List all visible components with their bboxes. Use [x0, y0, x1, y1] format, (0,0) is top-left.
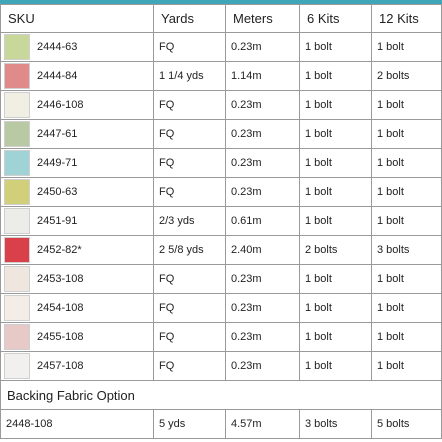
sku-text: 2444-84 [37, 70, 78, 82]
fabric-swatch-image [4, 179, 30, 205]
backing-12-kits: 5 bolts [372, 410, 442, 439]
twelve-kits-cell: 1 bolt [372, 207, 442, 236]
fabric-swatch-image [4, 63, 30, 89]
twelve-kits-cell: 1 bolt [372, 120, 442, 149]
backing-section-row [1, 381, 442, 410]
yards-cell: 2/3 yds [154, 207, 226, 236]
sku-text: 2444-63 [37, 41, 78, 53]
table-row [1, 352, 442, 381]
meters-cell: 0.23m [226, 178, 300, 207]
six-kits-cell: 1 bolt [300, 178, 372, 207]
sku-cell [1, 323, 154, 352]
table-row [1, 33, 442, 62]
fabric-swatch-image [4, 150, 30, 176]
backing-sku: 2448-108 [1, 410, 154, 439]
sku-text: 2450-63 [37, 186, 78, 198]
sku-text: 2447-61 [37, 128, 78, 140]
sku-text: 2453-108 [37, 273, 84, 285]
table-row [1, 91, 442, 120]
yards-cell: FQ [154, 91, 226, 120]
table-row [1, 120, 442, 149]
yards-cell: FQ [154, 323, 226, 352]
backing-yards: 5 yds [154, 410, 226, 439]
sku-text: 2455-108 [37, 331, 84, 343]
backing-6-kits: 3 bolts [300, 410, 372, 439]
yards-cell: 1 1/4 yds [154, 62, 226, 91]
twelve-kits-cell: 1 bolt [372, 323, 442, 352]
meters-cell: 0.23m [226, 120, 300, 149]
backing-row [1, 410, 442, 439]
meters-cell: 2.40m [226, 236, 300, 265]
yards-cell: FQ [154, 352, 226, 381]
yards-cell: FQ [154, 265, 226, 294]
sku-cell [1, 178, 154, 207]
fabric-swatch-image [4, 237, 30, 263]
twelve-kits-cell: 1 bolt [372, 352, 442, 381]
table-header-row [1, 5, 442, 33]
header-meters: Meters [226, 5, 300, 33]
backing-section-title: Backing Fabric Option [1, 381, 442, 410]
six-kits-cell: 1 bolt [300, 33, 372, 62]
header-yards: Yards [154, 5, 226, 33]
twelve-kits-cell: 2 bolts [372, 62, 442, 91]
table-row [1, 207, 442, 236]
twelve-kits-cell: 1 bolt [372, 33, 442, 62]
backing-meters: 4.57m [226, 410, 300, 439]
twelve-kits-cell: 3 bolts [372, 236, 442, 265]
six-kits-cell: 1 bolt [300, 265, 372, 294]
sku-text: 2457-108 [37, 360, 84, 372]
sku-cell [1, 149, 154, 178]
six-kits-cell: 1 bolt [300, 352, 372, 381]
sku-text: 2454-108 [37, 302, 84, 314]
sku-text: 2452-82* [37, 244, 82, 256]
yards-cell: FQ [154, 33, 226, 62]
sku-text: 2446-108 [37, 99, 84, 111]
sku-cell [1, 62, 154, 91]
yards-cell: FQ [154, 149, 226, 178]
twelve-kits-cell: 1 bolt [372, 265, 442, 294]
six-kits-cell: 1 bolt [300, 294, 372, 323]
twelve-kits-cell: 1 bolt [372, 294, 442, 323]
six-kits-cell: 1 bolt [300, 207, 372, 236]
six-kits-cell: 1 bolt [300, 323, 372, 352]
header-12-kits: 12 Kits [372, 5, 442, 33]
sku-cell [1, 120, 154, 149]
meters-cell: 0.23m [226, 91, 300, 120]
fabric-swatch-image [4, 295, 30, 321]
meters-cell: 0.61m [226, 207, 300, 236]
fabric-swatch-image [4, 92, 30, 118]
sku-cell [1, 91, 154, 120]
sku-cell [1, 236, 154, 265]
twelve-kits-cell: 1 bolt [372, 149, 442, 178]
header-sku: SKU [1, 5, 154, 33]
yards-cell: FQ [154, 120, 226, 149]
yards-cell: FQ [154, 178, 226, 207]
table-row [1, 265, 442, 294]
meters-cell: 0.23m [226, 352, 300, 381]
fabric-swatch-image [4, 353, 30, 379]
table-row [1, 62, 442, 91]
meters-cell: 0.23m [226, 33, 300, 62]
sku-cell [1, 352, 154, 381]
yards-cell: FQ [154, 294, 226, 323]
sku-cell [1, 265, 154, 294]
meters-cell: 0.23m [226, 149, 300, 178]
fabric-swatch-image [4, 266, 30, 292]
six-kits-cell: 1 bolt [300, 120, 372, 149]
table-row [1, 294, 442, 323]
sku-text: 2451-91 [37, 215, 78, 227]
fabric-swatch-image [4, 121, 30, 147]
table-row [1, 178, 442, 207]
six-kits-cell: 1 bolt [300, 149, 372, 178]
table-row [1, 323, 442, 352]
meters-cell: 0.23m [226, 294, 300, 323]
table-row [1, 149, 442, 178]
table-row [1, 236, 442, 265]
sku-text: 2449-71 [37, 157, 78, 169]
header-6-kits: 6 Kits [300, 5, 372, 33]
yards-cell: 2 5/8 yds [154, 236, 226, 265]
six-kits-cell: 2 bolts [300, 236, 372, 265]
meters-cell: 0.23m [226, 323, 300, 352]
fabric-requirements-table [0, 4, 442, 439]
sku-cell [1, 207, 154, 236]
six-kits-cell: 1 bolt [300, 91, 372, 120]
twelve-kits-cell: 1 bolt [372, 91, 442, 120]
meters-cell: 1.14m [226, 62, 300, 91]
fabric-swatch-image [4, 324, 30, 350]
sku-cell [1, 33, 154, 62]
meters-cell: 0.23m [226, 265, 300, 294]
sku-cell [1, 294, 154, 323]
fabric-swatch-image [4, 34, 30, 60]
six-kits-cell: 1 bolt [300, 62, 372, 91]
fabric-swatch-image [4, 208, 30, 234]
twelve-kits-cell: 1 bolt [372, 178, 442, 207]
